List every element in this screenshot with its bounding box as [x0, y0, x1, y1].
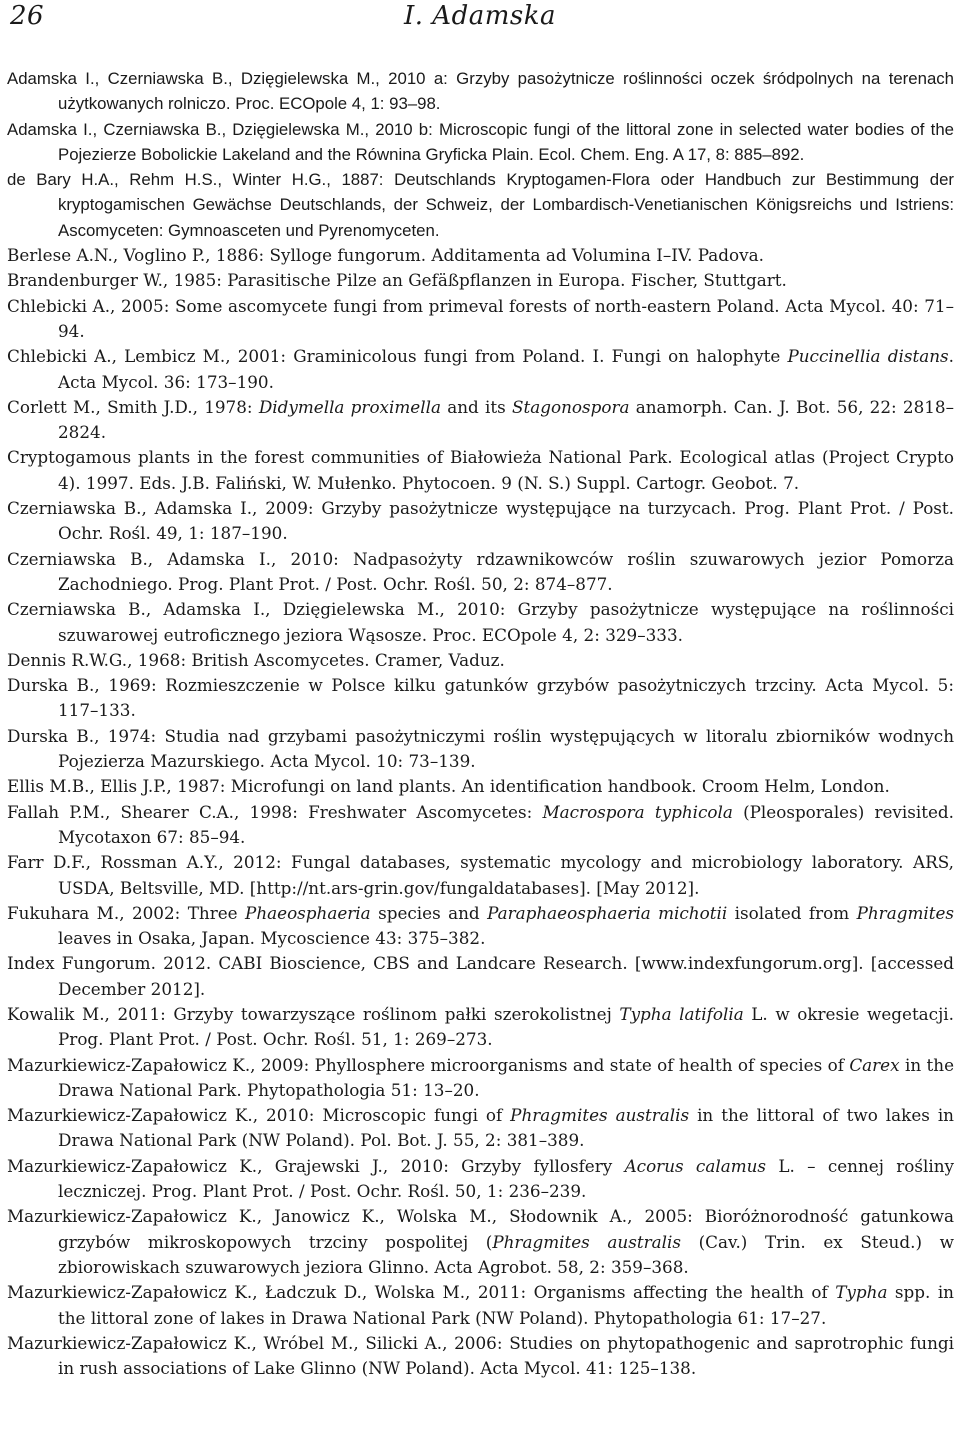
italic-taxon: Carex	[849, 1054, 900, 1075]
reference-entry	[7, 395, 954, 446]
reference-text: . Acta Mycol. 36: 173–190.	[58, 346, 954, 392]
italic-taxon: Paraphaeosphaeria michotii	[487, 902, 728, 923]
reference-text: Czerniawska B., Adamska I., 2010: Nadpasożyty rdzawnikowców roślin szuwarowych jezior Pomorza Zachodniego. Prog. Plant Prot. / Post. Ochr. Rośl. 50, 2: 874–877.	[7, 548, 954, 594]
page-header	[0, 0, 960, 40]
reference-text: Berlese A.N., Voglino P., 1886: Sylloge fungorum. Additamenta ad Volumina I–IV. Padova.	[7, 245, 764, 266]
reference-text: Adamska I., Czerniawska B., Dzięgielewska M., 2010 a: Grzyby pasożytnicze roślinności oczek śródpolnych na terenach użytkowanych rolniczo. Proc. ECOpole 4, 1: 93–98.	[7, 69, 954, 114]
reference-text: species and	[370, 902, 488, 923]
reference-entry	[7, 901, 954, 952]
reference-entry	[7, 268, 954, 293]
reference-text: (Cav.) Trin. ex Steud.) w zbiorowiskach szuwarowych jeziora Glinno. Acta Agrobot. 58, 2: 359–368.	[58, 1231, 954, 1277]
reference-entry	[7, 1204, 954, 1280]
reference-entry	[7, 117, 954, 168]
reference-entry	[7, 1154, 954, 1205]
reference-text: Adamska I., Czerniawska B., Dzięgielewska M., 2010 b: Microscopic fungi of the littoral zone in selected water bodies of the Pojezierze Bobolickie Lakeland and the Równina Gryficka Plain. Ecol. Chem. Eng. A 17, 8: 885–892.	[7, 119, 954, 164]
reference-entry	[7, 951, 954, 1002]
reference-text: Mazurkiewicz-Zapałowicz K., Grajewski J., 2010: Grzyby fyllosfery	[7, 1155, 625, 1176]
reference-text: Mazurkiewicz-Zapałowicz K., Janowicz K., Wolska M., Słodownik A., 2005: Bioróżnorodność gatunkowa grzybów mikroskopowych trzciny pospolitej (	[7, 1206, 954, 1252]
reference-text: L. – cennej rośliny leczniczej. Prog. Plant Prot. / Post. Ochr. Rośl. 50, 1: 236–239.	[58, 1155, 954, 1202]
italic-taxon: Acorus calamus	[624, 1155, 767, 1176]
reference-text: Cryptogamous plants in the forest communities of Białowieża National Park. Ecological atlas (Project Crypto 4). 1997. Eds. J.B. Faliński, W. Mułenko. Phytocoen. 9 (N. S.) Suppl. Cartogr. Geobot. 7.	[7, 447, 954, 493]
reference-entry	[7, 294, 954, 345]
page-number: 26	[10, 1, 45, 31]
reference-entry	[7, 800, 954, 851]
reference-entry	[7, 597, 954, 648]
reference-entry	[7, 673, 954, 724]
reference-text: Kowalik M., 2011: Grzyby towarzyszące roślinom pałki szerokolistnej	[7, 1003, 620, 1024]
reference-text: Chlebicki A., 2005: Some ascomycete fungi from primeval forests of north-eastern Poland. Acta Mycol. 40: 71–94.	[7, 295, 954, 341]
reference-entry	[7, 1280, 954, 1331]
italic-taxon: Phragmites	[856, 902, 955, 923]
reference-entry	[7, 66, 954, 117]
reference-text: Farr D.F., Rossman A.Y., 2012: Fungal databases, systematic mycology and microbiology laboratory. ARS, USDA, Beltsville, MD. [http://nt.ars-grin.gov/fungaldatabases]. [May 2012].	[7, 852, 954, 898]
reference-text: spp. in the littoral zone of lakes in Drawa National Park (NW Poland). Phytopathologia 61: 17–27.	[58, 1282, 954, 1328]
reference-text: Durska B., 1969: Rozmieszczenie w Polsce kilku gatunków grzybów pasożytniczych trzciny. Acta Mycol. 5: 117–133.	[7, 675, 954, 721]
reference-text: Mazurkiewicz-Zapałowicz K., Ładczuk D., Wolska M., 2011: Organisms affecting the health of	[7, 1282, 836, 1303]
italic-taxon: Phaeosphaeria	[245, 902, 371, 923]
italic-taxon: Typha latifolia	[619, 1003, 744, 1024]
reference-entry	[7, 496, 954, 547]
italic-taxon: Phragmites australis	[492, 1231, 681, 1252]
reference-entry	[7, 1002, 954, 1053]
reference-text: Chlebicki A., Lembicz M., 2001: Graminicolous fungi from Poland. I. Fungi on halophyte	[7, 346, 788, 367]
italic-taxon: Typha	[835, 1282, 888, 1303]
reference-text: in the Drawa National Park. Phytopathologia 51: 13–20.	[58, 1054, 955, 1100]
reference-text: Fallah P.M., Shearer C.A., 1998: Freshwater Ascomycetes:	[7, 801, 543, 822]
italic-taxon: Macrospora typhicola	[542, 801, 733, 822]
reference-entry	[7, 167, 954, 243]
reference-text: (Pleosporales) revisited. Mycotaxon 67: 85–94.	[58, 801, 955, 847]
reference-text: Durska B., 1974: Studia nad grzybami pasożytniczymi roślin występujących w litoralu zbiorników wodnych Pojezierza Mazurskiego. Acta Mycol. 10: 73–139.	[7, 725, 954, 772]
reference-text: Mazurkiewicz-Zapałowicz K., Wróbel M., Silicki A., 2006: Studies on phytopathogenic and saprotrophic fungi in rush associations of Lake Glinno (NW Poland). Acta Mycol. 41: 125–138.	[7, 1332, 954, 1379]
reference-entry	[7, 344, 954, 395]
reference-text: Czerniawska B., Adamska I., 2009: Grzyby pasożytnicze występujące na turzycach. Prog. Plant Prot. / Post. Ochr. Rośl. 49, 1: 187–190.	[7, 498, 954, 544]
reference-entry	[7, 648, 954, 673]
running-head: I. Adamska	[404, 1, 556, 31]
italic-taxon: Puccinellia distans	[787, 346, 949, 367]
reference-entry	[7, 850, 954, 901]
reference-text: isolated from	[727, 902, 857, 923]
reference-entry	[7, 1103, 954, 1154]
reference-list	[7, 66, 954, 1381]
reference-text: and its	[440, 396, 512, 417]
reference-text: L. w okresie wegetacji. Prog. Plant Prot. / Post. Ochr. Rośl. 51, 1: 269–273.	[58, 1003, 954, 1050]
italic-taxon: Didymella proximella	[258, 396, 441, 417]
reference-text: de Bary H.A., Rehm H.S., Winter H.G., 1887: Deutschlands Kryptogamen-Flora oder Handbuch zur Bestimmung der kryptogamischen Gewächse Deutschlands, der Schweiz, der Lombardisch-Venetianischen Königsreichs und Istriens: Ascomyceten: Gymnoasceten und Pyrenomyceten.	[7, 170, 954, 240]
reference-text: Fukuhara M., 2002: Three	[7, 902, 246, 923]
reference-entry	[7, 724, 954, 775]
reference-entry	[7, 774, 954, 799]
reference-text: Mazurkiewicz-Zapałowicz K., 2010: Microscopic fungi of	[7, 1105, 511, 1126]
reference-entry	[7, 547, 954, 598]
reference-entry	[7, 445, 954, 496]
reference-text: anamorph. Can. J. Bot. 56, 22: 2818–2824.	[58, 396, 954, 443]
reference-text: leaves in Osaka, Japan. Mycoscience 43: 375–382.	[58, 928, 486, 949]
italic-taxon: Phragmites australis	[510, 1105, 690, 1126]
reference-entry	[7, 243, 954, 268]
reference-text: in the littoral of two lakes in Drawa National Park (NW Poland). Pol. Bot. J. 55, 2: 381–389.	[58, 1105, 954, 1151]
reference-text: Czerniawska B., Adamska I., Dzięgielewska M., 2010: Grzyby pasożytnicze występujące na roślinności szuwarowej eutroficznego jeziora Wąsosze. Proc. ECOpole 4, 2: 329–333.	[7, 599, 954, 645]
reference-text: Mazurkiewicz-Zapałowicz K., 2009: Phyllosphere microorganisms and state of health of species of	[7, 1054, 850, 1075]
reference-text: Dennis R.W.G., 1968: British Ascomycetes. Cramer, Vaduz.	[7, 649, 505, 670]
reference-entry	[7, 1053, 954, 1104]
reference-text: Index Fungorum. 2012. CABI Bioscience, CBS and Landcare Research. [www.indexfungorum.org]. [accessed December 2012].	[7, 953, 954, 999]
reference-text: Ellis M.B., Ellis J.P., 1987: Microfungi on land plants. An identification handbook. Croom Helm, London.	[7, 776, 890, 797]
reference-entry	[7, 1331, 954, 1382]
italic-taxon: Stagonospora	[511, 396, 630, 417]
reference-text: Brandenburger W., 1985: Parasitische Pilze an Gefäßpflanzen in Europa. Fischer, Stuttgart.	[7, 270, 787, 291]
reference-text: Corlett M., Smith J.D., 1978:	[7, 396, 259, 417]
